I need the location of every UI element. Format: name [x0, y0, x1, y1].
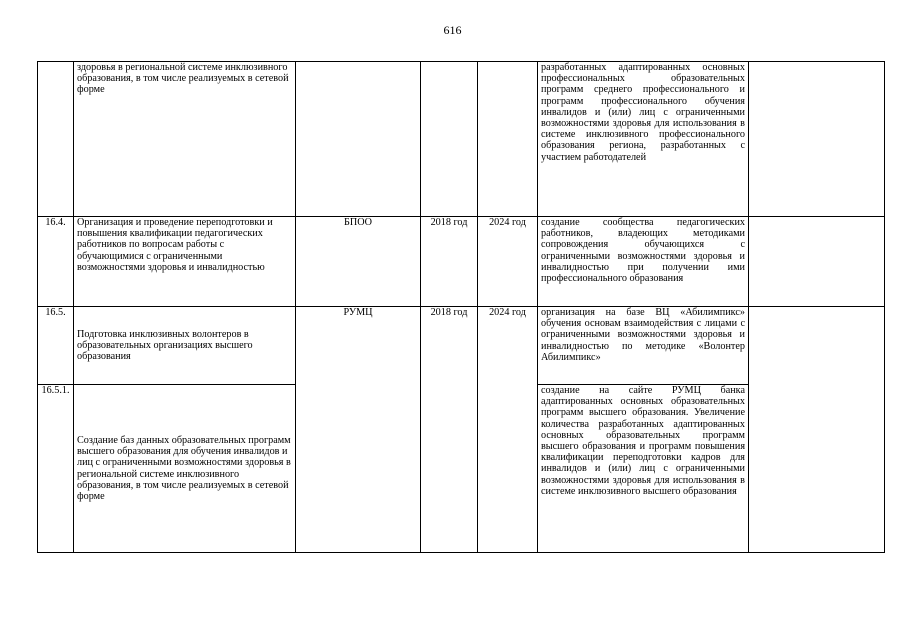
- row-result: создание сообщества педагогических работников, владеющих методиками сопровождения обучающихся с ограниченными возможностями здоровья и инвалидностью при получении ими профессионального образования: [538, 217, 749, 307]
- table-row: [38, 217, 885, 307]
- row-description: Организация и проведение переподготовки и повышения квалификации педагогических работников по вопросам работы с обучающимися с ограниченными возможностями здоровья и инвалидностью: [74, 217, 296, 307]
- table-row: [38, 62, 885, 217]
- row-number: [38, 62, 74, 217]
- row-end-year: 2024 год: [478, 307, 538, 553]
- row-organization: БПОО: [296, 217, 421, 307]
- row-start-year: 2018 год: [421, 217, 478, 307]
- row-description: Подготовка инклюзивных волонтеров в образовательных организациях высшего образования: [74, 307, 296, 385]
- page-number: 616: [443, 23, 462, 37]
- plan-table: [37, 61, 885, 553]
- row-description: Создание баз данных образовательных программ высшего образования для обучения инвалидов и лиц с ограниченными возможностями здоровья в региональной системе инклюзивного образования, в том числе реализуемых в сетевой форме: [74, 385, 296, 553]
- table-row: [38, 307, 885, 385]
- row-end-year: 2024 год: [478, 217, 538, 307]
- row-start-year: [421, 62, 478, 217]
- row-notes: [749, 62, 885, 217]
- row-number: 16.5.: [38, 307, 74, 385]
- row-notes: [749, 307, 885, 553]
- row-notes: [749, 217, 885, 307]
- row-result: создание на сайте РУМЦ банка адаптированных основных образовательных программ высшего образования. Увеличение количества разработанных адаптированных основных образовательных программ высшего образования и программ повышения квалификации переподготовки кадров для инвалидов и (или) лиц с ограниченными возможностями здоровья для использования в системе инклюзивного высшего образования: [538, 385, 749, 553]
- row-number: 16.5.1.: [38, 385, 74, 553]
- row-organization: [296, 62, 421, 217]
- row-organization: РУМЦ: [296, 307, 421, 553]
- row-end-year: [478, 62, 538, 217]
- row-result: разработанных адаптированных основных профессиональных образовательных программ среднего профессионального и программ профессионального обучения инвалидов и (или) лиц с ограниченными возможностями здоровья для использования в системе инклюзивного профессионального образования региона, разработанных с участием работодателей: [538, 62, 749, 217]
- row-result: организация на базе ВЦ «Абилимпикс» обучения основам взаимодействия с лицами с ограниченными возможностями здоровья и инвалидностью по методике «Волонтер Абилимпикс»: [538, 307, 749, 385]
- row-description: здоровья в региональной системе инклюзивного образования, в том числе реализуемых в сетевой форме: [74, 62, 296, 217]
- row-start-year: 2018 год: [421, 307, 478, 553]
- row-number: 16.4.: [38, 217, 74, 307]
